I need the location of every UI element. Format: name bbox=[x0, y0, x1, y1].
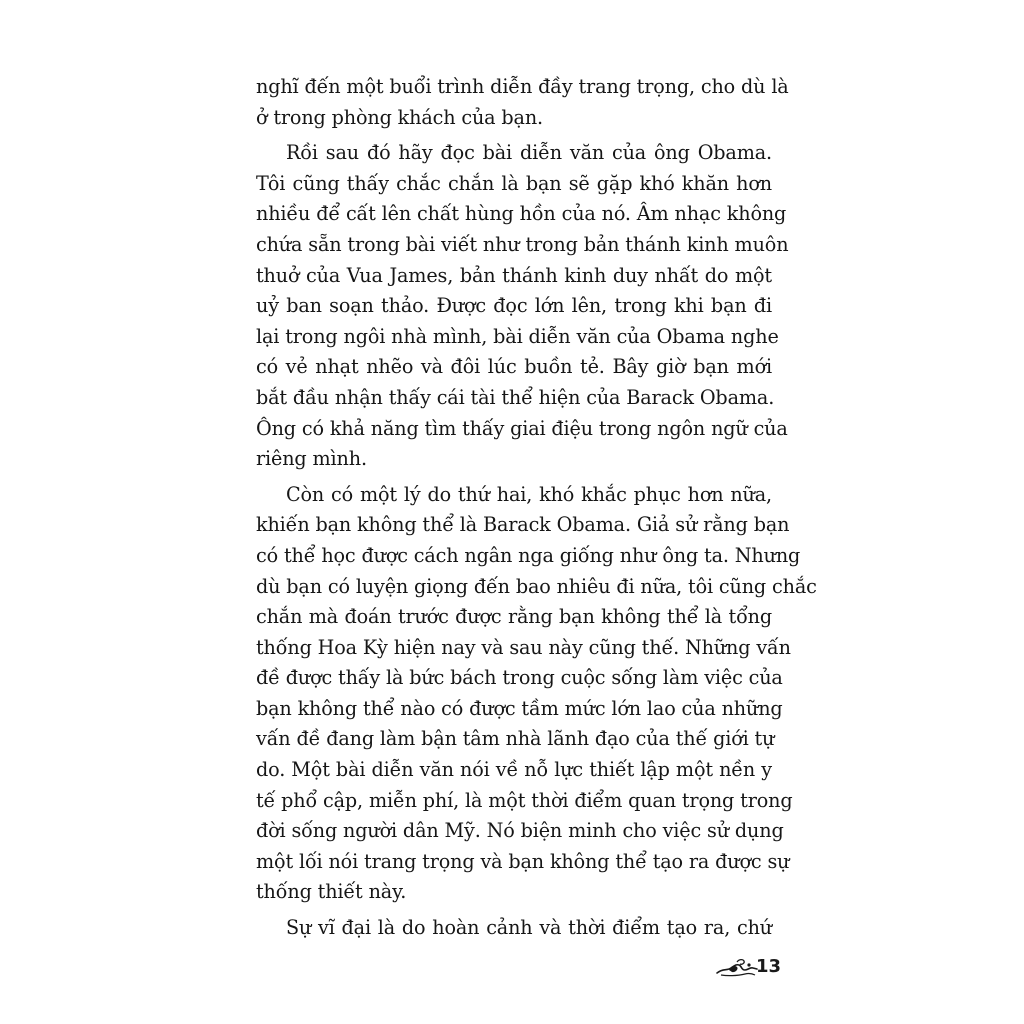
text-line: chứa sẵn trong bài viết như trong bản thánh kinh muôn bbox=[256, 232, 789, 256]
text-line: đời sống người dân Mỹ. Nó biện minh cho việc sử dụng bbox=[256, 819, 784, 843]
text-line: bắt đầu nhận thấy cái tài thể hiện của Barack Obama. bbox=[256, 385, 775, 409]
text-line: khiến bạn không thể là Barack Obama. Giả sử rằng bạn bbox=[256, 513, 790, 537]
text-line: Tôi cũng thấy chắc chắn là bạn sẽ gặp khó khăn hơn bbox=[256, 171, 772, 195]
text-line: do. Một bài diễn văn nói về nỗ lực thiết lập một nền y bbox=[256, 758, 772, 782]
text-line: tế phổ cập, miễn phí, là một thời điểm quan trọng trong bbox=[256, 788, 793, 812]
paragraph bbox=[256, 480, 817, 908]
text-line: thống thiết này. bbox=[256, 880, 407, 904]
text-line: uỷ ban soạn thảo. Được đọc lớn lên, trong khi bạn đi bbox=[256, 294, 772, 318]
body-text bbox=[256, 72, 817, 944]
paragraph bbox=[256, 913, 772, 944]
paragraph bbox=[256, 72, 789, 133]
text-line: Rồi sau đó hãy đọc bài diễn văn của ông Obama. bbox=[286, 141, 772, 165]
text-line: Sự vĩ đại là do hoàn cảnh và thời điểm tạo ra, chứ bbox=[286, 916, 772, 940]
text-line: lại trong ngôi nhà mình, bài diễn văn của Obama nghe bbox=[256, 324, 779, 348]
text-line: Ông có khả năng tìm thấy giai điệu trong ngôn ngữ của bbox=[256, 416, 788, 440]
text-line: riêng mình. bbox=[256, 447, 367, 471]
text-line: dù bạn có luyện giọng đến bao nhiêu đi nữa, tôi cũng chắc bbox=[256, 574, 817, 598]
decorative-flourish-icon bbox=[715, 956, 759, 978]
text-line: Còn có một lý do thứ hai, khó khắc phục hơn nữa, bbox=[286, 482, 772, 506]
text-line: có thể học được cách ngân nga giống như ông ta. Nhưng bbox=[256, 543, 801, 567]
text-line: chắn mà đoán trước được rằng bạn không thể là tổng bbox=[256, 605, 772, 629]
text-line: nghĩ đến một buổi trình diễn đầy trang trọng, cho dù là bbox=[256, 75, 789, 98]
page-number: 13 bbox=[756, 956, 782, 977]
text-line: đề được thấy là bức bách trong cuộc sống làm việc của bbox=[256, 666, 783, 690]
text-line: bạn không thể nào có được tầm mức lớn lao của những bbox=[256, 696, 783, 720]
text-line: có vẻ nhạt nhẽo và đôi lúc buồn tẻ. Bây giờ bạn mới bbox=[256, 355, 772, 379]
page-footer bbox=[715, 954, 782, 980]
text-line: vấn đề đang làm bận tâm nhà lãnh đạo của thế giới tự bbox=[256, 727, 775, 751]
paragraph bbox=[256, 138, 789, 475]
text-line: thống Hoa Kỳ hiện nay và sau này cũng thế. Những vấn bbox=[256, 635, 791, 659]
text-line: thuở của Vua James, bản thánh kinh duy nhất do một bbox=[256, 263, 772, 287]
text-line: ở trong phòng khách của bạn. bbox=[256, 105, 544, 129]
text-line: nhiều để cất lên chất hùng hồn của nó. Âm nhạc không bbox=[256, 202, 787, 226]
text-line: một lối nói trang trọng và bạn không thể tạo ra được sự bbox=[256, 849, 790, 873]
